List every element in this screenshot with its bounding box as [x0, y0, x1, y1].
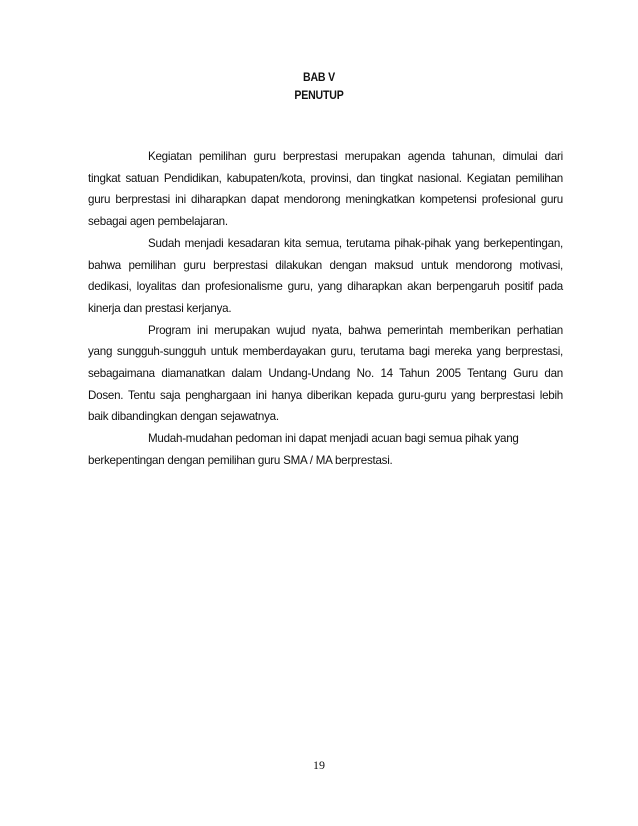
- page-number: 19: [313, 758, 325, 772]
- chapter-title: PENUTUP: [294, 88, 344, 102]
- paragraph-4: Mudah-mudahan pedoman ini dapat menjadi acuan bagi semua pihak yang berkepentingan dengan pemilihan guru SMA / MA berprestasi.: [88, 432, 519, 467]
- chapter-label: BAB V: [303, 70, 335, 84]
- paragraph-2: Sudah menjadi kesadaran kita semua, terutama pihak-pihak yang berkepentingan, bahwa pemilihan guru berprestasi dilakukan dengan maksud untuk mendorong motivasi, dedikasi, loyalitas dan profesionalisme guru, yang diharapkan akan berpengaruh positif pada kinerja dan prestasi kerjanya.: [88, 236, 563, 315]
- paragraph-1: Kegiatan pemilihan guru berprestasi merupakan agenda tahunan, dimulai dari tingkat satuan Pendidikan, kabupaten/kota, provinsi, dan tingkat nasional. Kegiatan pemilihan guru berprestasi ini diharapkan dapat mendorong meningkatkan kompetensi profesional guru sebagai agen pembelajaran.: [88, 150, 563, 229]
- paragraph-3: Program ini merupakan wujud nyata, bahwa pemerintah memberikan perhatian yang sungguh-sungguh untuk memberdayakan guru, terutama bagi mereka yang berprestasi, sebagaimana diamanatkan dalam Undang-Undang No. 14 Tahun 2005 Tentang Guru dan Dosen. Tentu saja penghargaan ini hanya diberikan kepada guru-guru yang berprestasi lebih baik dibandingkan dengan sejawatnya.: [88, 323, 563, 424]
- body-text: [88, 146, 563, 472]
